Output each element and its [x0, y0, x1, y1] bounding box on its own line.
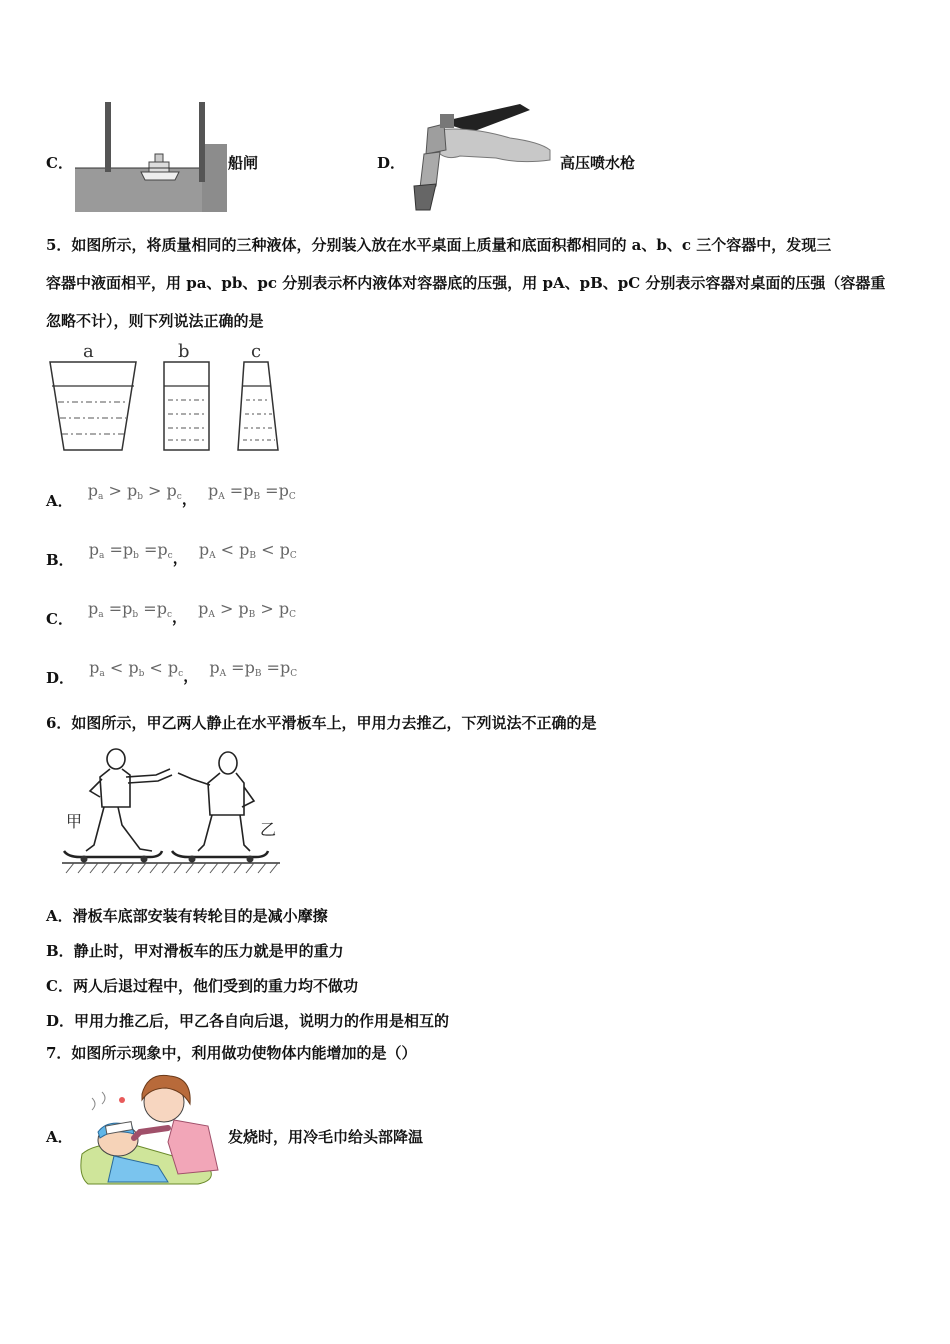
- q6-stem: 6．如图所示，甲乙两人静止在水平滑板车上，甲用力去推乙，下列说法不正确的是: [46, 714, 597, 732]
- q5-option-b[interactable]: B． $p_a =p_b =p_c$， $p_A < p_B < p_C$: [46, 540, 297, 569]
- containers-diagram: [46, 340, 286, 455]
- q5-option-b-letter: B．: [46, 551, 74, 569]
- q5-option-a[interactable]: A． $p_a > p_b > p_c$， $p_A =p_B =p_C$: [46, 481, 296, 510]
- q5-option-b-right: $p_A < p_B < p_C$: [198, 540, 297, 561]
- q6-option-a[interactable]: A．滑板车底部安装有转轮目的是减小摩擦: [46, 907, 328, 925]
- q5-option-c-left: $p_a =p_b =p_c$: [88, 599, 172, 620]
- q4-option-d-caption: 高压喷水枪: [560, 154, 636, 172]
- cold-towel-image: [78, 1070, 223, 1188]
- container-c-label: c: [251, 341, 262, 362]
- q5-option-c-letter: C．: [46, 610, 73, 628]
- q5-option-c-right: $p_A > p_B > p_C$: [198, 599, 297, 620]
- q5-option-a-right: $p_A =p_B =p_C$: [207, 481, 296, 502]
- q7-option-a-letter: A．: [46, 1128, 73, 1146]
- skateboard-push-image: [60, 745, 285, 875]
- q5-option-d-letter: D．: [46, 669, 75, 687]
- q5-option-d-right: $p_A =p_B =p_C$: [209, 658, 298, 679]
- q4-option-d-letter: D．: [377, 154, 406, 172]
- label-yi: 乙: [260, 820, 277, 839]
- q5-option-c[interactable]: C． $p_a =p_b =p_c$， $p_A > p_B > p_C$: [46, 599, 297, 628]
- q5-option-d[interactable]: D． $p_a < p_b < p_c$， $p_A =p_B =p_C$: [46, 658, 298, 687]
- water-gun-image: [400, 98, 560, 216]
- q4-option-c-caption: 船闸: [228, 154, 259, 172]
- q5-stem-line-1: 5．如图所示，将质量相同的三种液体，分别装入放在水平桌面上质量和底面积都相同的 a、b、c 三个容器中，发现三: [46, 236, 832, 254]
- q7-stem: 7．如图所示现象中，利用做功使物体内能增加的是（）: [46, 1044, 417, 1062]
- q5-option-b-left: $p_a =p_b =p_c$: [88, 540, 173, 561]
- q4-option-c-letter: C．: [46, 154, 73, 172]
- q6-option-d[interactable]: D．甲用力推乙后，甲乙各自向后退，说明力的作用是相互的: [46, 1012, 450, 1030]
- label-jia: 甲: [66, 812, 83, 831]
- container-a-label: a: [83, 341, 94, 362]
- q5-option-d-left: $p_a < p_b < p_c$: [89, 658, 184, 679]
- q5-stem-line-2: 容器中液面相平，用 pa、pb、pc 分别表示杯内液体对容器底的压强，用 pA、pB、pC 分别表示容器对桌面的压强（容器重: [46, 274, 886, 292]
- container-b-label: b: [178, 341, 190, 362]
- q5-option-a-letter: A．: [46, 492, 73, 510]
- q5-option-a-left: $p_a > p_b > p_c$: [87, 481, 182, 502]
- q7-option-a-caption: 发烧时，用冷毛巾给头部降温: [228, 1128, 424, 1146]
- q5-stem-line-3: 忽略不计），则下列说法正确的是: [46, 312, 264, 330]
- ship-lock-image: [75, 100, 227, 212]
- q6-option-c[interactable]: C．两人后退过程中，他们受到的重力均不做功: [46, 977, 358, 995]
- q6-option-b[interactable]: B．静止时，甲对滑板车的压力就是甲的重力: [46, 942, 344, 960]
